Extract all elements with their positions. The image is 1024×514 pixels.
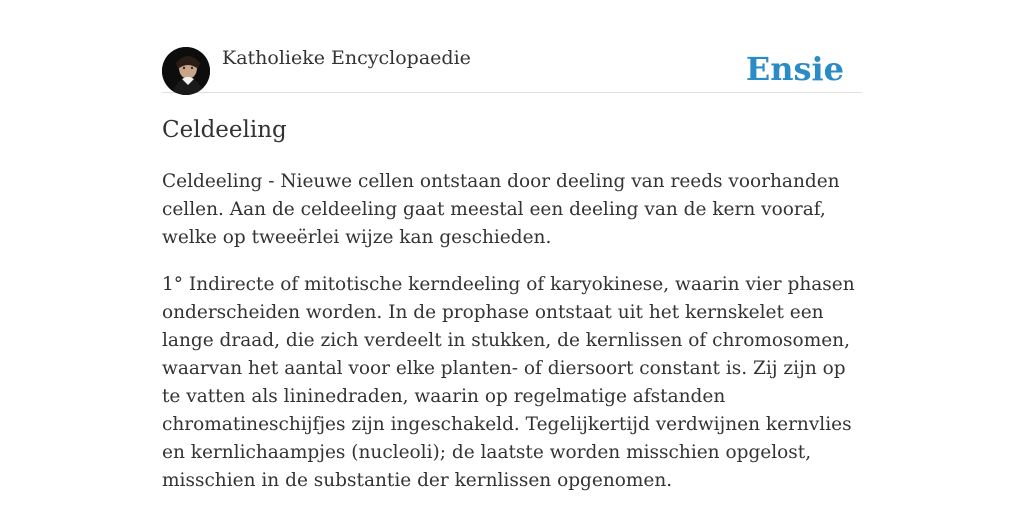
article-body: [162, 168, 862, 514]
page-container: [162, 0, 862, 491]
portrait-icon[interactable]: [162, 47, 210, 95]
article-title: Celdeeling: [162, 117, 287, 143]
source-name[interactable]: Katholieke Encyclopaedie: [222, 47, 471, 69]
header: [162, 0, 862, 93]
article-paragraph: Celdeeling - Nieuwe cellen ontstaan door deeling van reeds voorhanden cellen. Aan de celdeeling gaat meestal een deeling van de kern vooraf, welke op tweeërlei wijze kan geschieden.: [162, 171, 840, 248]
brand-logo[interactable]: Ensie: [745, 50, 844, 88]
article-paragraph: 1° Indirecte of mitotische kerndeeling of karyokinese, waarin vier phasen onderscheiden worden. In de prophase ontstaat uit het kernskelet een lange draad, die zich verdeelt in stukken, de kernlissen of chromosomen, waarvan het aantal voor elke planten- of diersoort constant is. Zij zijn op te vatten als lininedraden, waarin op regelmatige afstanden chromatineschijfjes zijn ingeschakeld. Tegelijkertijd verdwijnen kernvlies en kernlichaampjes (nucleoli); de laatste worden misschien opgelost, misschien in de substantie der kernlissen opgenomen.: [162, 274, 855, 491]
